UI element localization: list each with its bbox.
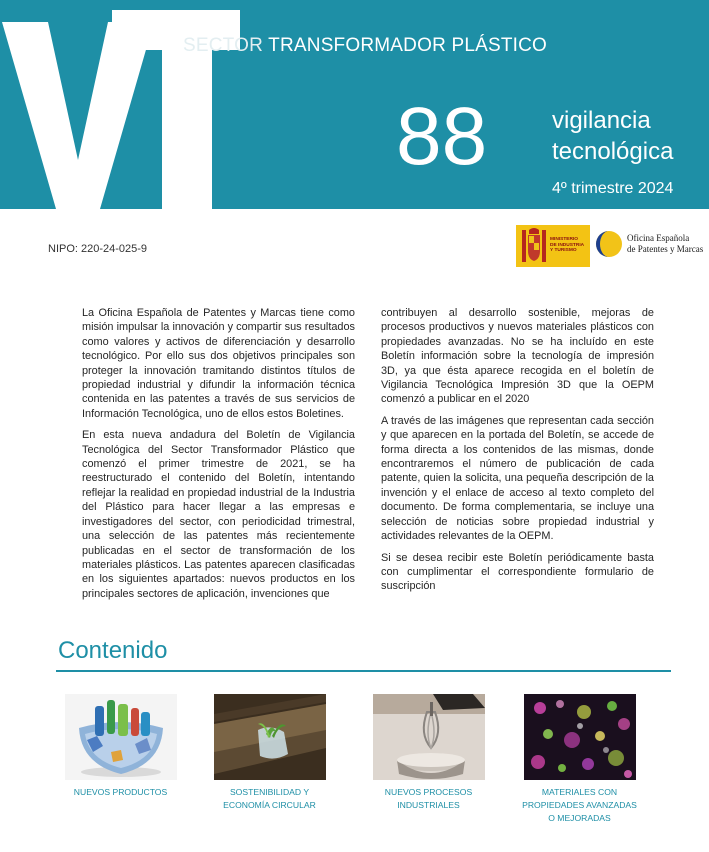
- intro-paragraph: Si se desea recibir este Boletín periódicamente basta con cumplimentar el correspondiente formulario de suscripción: [381, 551, 654, 593]
- intro-paragraph: contribuyen al desarrollo sostenible, mejoras de procesos productivos y nuevos materiales plásticos con propiedades avanzadas. No se ha incluído en este Boletín información sobre la tecnología de impresión 3D, ya que ésta aparece recogida en el boletín de Vigilancia Tecnológica Impresión 3D que la OEPM comenzó a publicar en el 2020: [381, 307, 654, 406]
- ministry-line2: DE INDUSTRIA: [550, 242, 585, 248]
- ministry-line1: MINISTERIO: [550, 237, 578, 242]
- vt-logo: [0, 0, 240, 209]
- bulletin-title-line2: tecnológica: [552, 138, 674, 165]
- section-label[interactable]: SOSTENIBILIDAD Y ECONOMÍA CIRCULAR: [223, 787, 316, 810]
- section-link-procesos[interactable]: [371, 694, 486, 812]
- mixer-whisk-image[interactable]: [373, 694, 485, 780]
- header-band: [0, 0, 709, 209]
- bulletin-title-line1: vigilancia: [552, 107, 651, 134]
- coat-of-arms-icon: [519, 226, 549, 266]
- sector-rest: TRANSFORMADOR PLÁSTICO: [263, 35, 548, 56]
- sector-prefix: SECTOR: [183, 35, 264, 56]
- oepm-name: [627, 233, 703, 255]
- oepm-logo-icon: [595, 230, 623, 258]
- issue-number: 88: [396, 91, 488, 182]
- sector-title: [183, 35, 547, 57]
- institution-logos: [516, 225, 702, 267]
- contents-divider: [56, 670, 671, 672]
- oepm-line2: de Patentes y Marcas: [627, 244, 704, 254]
- section-link-materiales[interactable]: [522, 694, 637, 825]
- recycled-bowl-image[interactable]: [65, 694, 177, 780]
- ministry-line3: Y TURISMO: [550, 248, 577, 254]
- intro-paragraph: La Oficina Española de Patentes y Marcas tiene como misión impulsar la innovación y compartir sus resultados como valores y activos de diferenciación y desarrollo tecnológico. Por ello sus dos objetivos principales son proteger la innovación tramitando distintos títulos de propiedad industrial y difundir la información técnica contenida en las patentes a través de sus servicios de Información Tecnológica, uno de ellos estos Boletines.: [82, 307, 355, 420]
- oepm-line1: Oficina Española: [627, 233, 690, 243]
- quarter-label: 4º trimestre 2024: [552, 180, 674, 197]
- section-link-nuevos-productos[interactable]: [63, 694, 178, 799]
- bulletin-title: [552, 105, 673, 167]
- contents-heading: Contenido: [58, 637, 168, 664]
- glowing-lights-image[interactable]: [524, 694, 636, 780]
- section-label[interactable]: NUEVOS PROCESOS INDUSTRIALES: [384, 787, 473, 810]
- ministry-logo: [516, 225, 590, 267]
- section-label[interactable]: MATERIALES CON PROPIEDADES AVANZADAS O MEJORADAS: [522, 787, 637, 823]
- plant-in-bottle-image[interactable]: [214, 694, 326, 780]
- intro-paragraph: A través de las imágenes que representan cada sección y que aparecen en la portada del Boletín, se accede de forma directa a los contenidos de las mismas, donde encontraremos el número de publicación de cada patente, quien la solicita, una pequeña descripción de la invención y el enlace de acceso al texto completo del documento. De forma complementaria, se incluye una selección de noticias sobre propiedad industrial y actividades relevantes de la OEPM.: [381, 414, 654, 543]
- section-link-sostenibilidad[interactable]: [212, 694, 327, 812]
- section-label[interactable]: NUEVOS PRODUCTOS: [73, 787, 168, 797]
- intro-paragraph: En esta nueva andadura del Boletín de Vigilancia Tecnológica del Sector Transformador Plástico que comenzó el primer trimestre de 2021, se ha reestructurado el contenido del Boletín, intentando reflejar la realidad en propiedad industrial de la Industria del Plástico para hacer llegar a las empresas e investigadores del sector, con periodicidad trimestral, una selección de las patentes más recientemente publicadas en el sector de transformación de los materiales plásticos. Las patentes aparecen clasificadas en los siguientes apartados: nuevos productos en los principales sectores de aplicación, invenciones que: [82, 429, 355, 600]
- intro-left-column: [82, 306, 355, 608]
- nipo-code: NIPO: 220-24-025-9: [48, 243, 148, 255]
- intro-right-column: [381, 306, 654, 601]
- ministry-name: [550, 237, 588, 254]
